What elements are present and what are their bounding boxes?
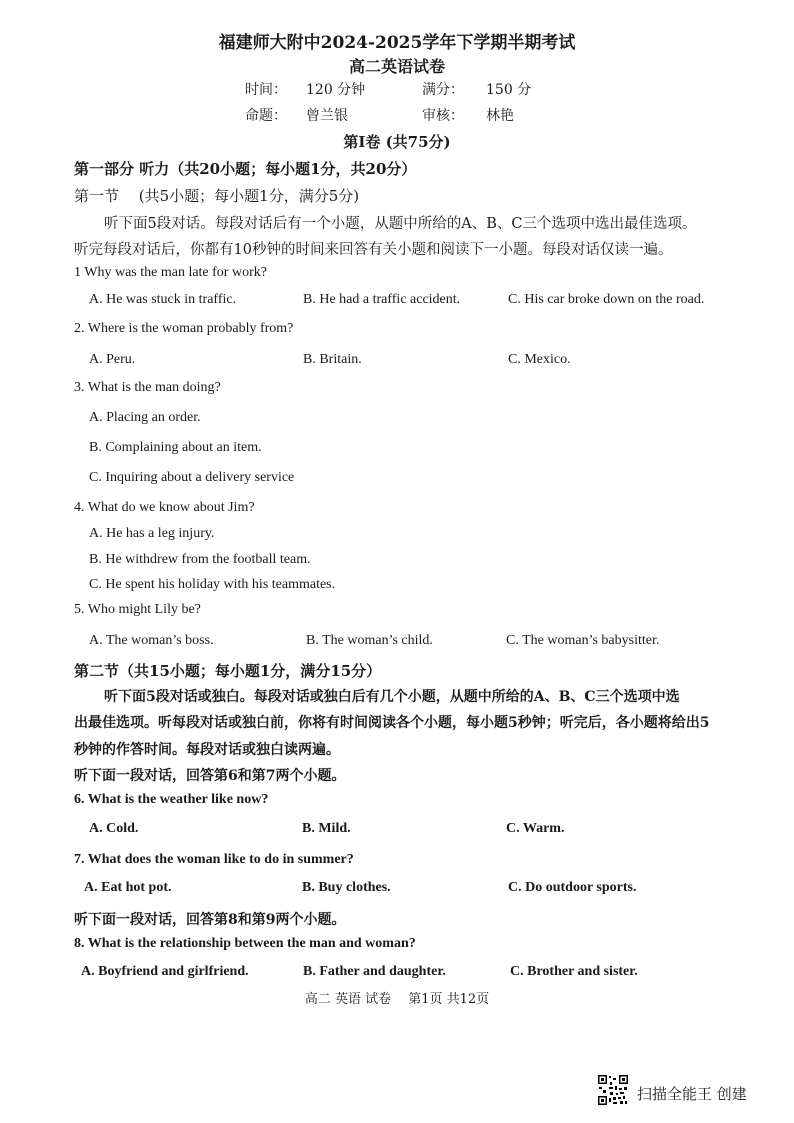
question-8: 8. What is the relationship between the man and woman?: [74, 936, 416, 951]
question-4-option-b: B. He withdrew from the football team.: [89, 552, 311, 567]
question-4: 4. What do we know about Jim?: [74, 500, 255, 515]
section2-instruction-line2: 出最佳选项。听每段对话或独白前，你将有时间阅读各个小题，每小题5秒钟；听完后，各小题将给出5: [74, 715, 710, 731]
score-label: 满分：: [422, 82, 464, 98]
question-3-option-b: B. Complaining about an item.: [89, 440, 262, 455]
question-2-option-c: C. Mexico.: [508, 352, 571, 367]
question-8-option-b: B. Father and daughter.: [303, 964, 446, 979]
question-6-option-a: A. Cold.: [89, 821, 139, 836]
question-4-option-c: C. He spent his holiday with his teammates.: [89, 577, 336, 592]
section1-heading: 第一节 (共5小题；每小题1分，满分5分): [74, 187, 360, 205]
question-3-option-c: C. Inquiring about a delivery service: [89, 470, 295, 485]
question-2-option-b: B. Britain.: [303, 352, 362, 367]
question-8-option-c: C. Brother and sister.: [510, 964, 638, 979]
time-label: 时间：: [245, 82, 287, 98]
question-8-option-a: A. Boyfriend and girlfriend.: [81, 964, 249, 979]
question-1: 1 Why was the man late for work?: [74, 265, 267, 280]
group2-instruction: 听下面一段对话，回答第8和第9两个小题。: [74, 912, 346, 928]
question-4-option-a: A. He has a leg injury.: [89, 526, 215, 541]
score-value: 150 分: [486, 82, 532, 98]
question-5-option-b: B. The woman’s child.: [306, 633, 433, 648]
reviewer-value: 林艳: [486, 108, 514, 124]
question-1-option-a: A. He was stuck in traffic.: [89, 292, 237, 307]
page-footer: 高二 英语 试卷 第1页 共12页: [304, 992, 490, 1007]
question-6: 6. What is the weather like now?: [74, 792, 269, 807]
question-6-option-b: B. Mild.: [302, 821, 351, 836]
question-1-option-c: C. His car broke down on the road.: [508, 292, 705, 307]
exam-subtitle: 高二英语试卷: [348, 57, 445, 76]
section1-instruction-line2: 听完每段对话后，你都有10秒钟的时间来回答有关小题和阅读下一小题。每段对话仅读一遍。: [74, 242, 673, 258]
section2-instruction-line1: 听下面5段对话或独白。每段对话或独白后有几个小题，从题中所给的A、B、C三个选项中选: [104, 689, 680, 705]
question-5-option-c: C. The woman’s babysitter.: [506, 633, 660, 648]
part1-heading: 第一部分 听力（共20小题；每小题1分，共20分）: [74, 160, 417, 178]
question-7-option-b: B. Buy clothes.: [302, 880, 391, 895]
group1-instruction: 听下面一段对话，回答第6和第7两个小题。: [74, 768, 346, 784]
section1-instruction-line1: 听下面5段对话。每段对话后有一个小题，从题中所给的A、B、C三个选项中选出最佳选项。: [104, 216, 697, 232]
question-3-option-a: A. Placing an order.: [89, 410, 201, 425]
question-6-option-c: C. Warm.: [506, 821, 565, 836]
section2-heading: 第二节（共15小题；每小题1分，满分15分）: [74, 662, 382, 680]
section2-instruction-line3: 秒钟的作答时间。每段对话或独白读两遍。: [74, 742, 340, 758]
author-label: 命题：: [245, 108, 287, 124]
question-7: 7. What does the woman like to do in summer?: [74, 852, 354, 867]
time-value: 120 分钟: [306, 82, 366, 98]
question-7-option-c: C. Do outdoor sports.: [508, 880, 637, 895]
question-7-option-a: A. Eat hot pot.: [84, 880, 172, 895]
reviewer-label: 审核：: [422, 108, 464, 124]
question-5: 5. Who might Lily be?: [74, 602, 201, 617]
question-2-option-a: A. Peru.: [89, 352, 136, 367]
question-3: 3. What is the man doing?: [74, 380, 221, 395]
question-5-option-a: A. The woman’s boss.: [89, 633, 214, 648]
qr-code-icon: [597, 1074, 629, 1106]
volume-heading: 第Ⅰ卷 (共75分): [343, 133, 451, 151]
author-value: 曾兰银: [306, 108, 348, 124]
question-2: 2. Where is the woman probably from?: [74, 321, 294, 336]
question-1-option-b: B. He had a traffic accident.: [303, 292, 461, 307]
exam-title: 福建师大附中2024-2025学年下学期半期考试: [218, 33, 576, 53]
scanner-watermark: 扫描全能王 创建: [637, 1085, 747, 1103]
